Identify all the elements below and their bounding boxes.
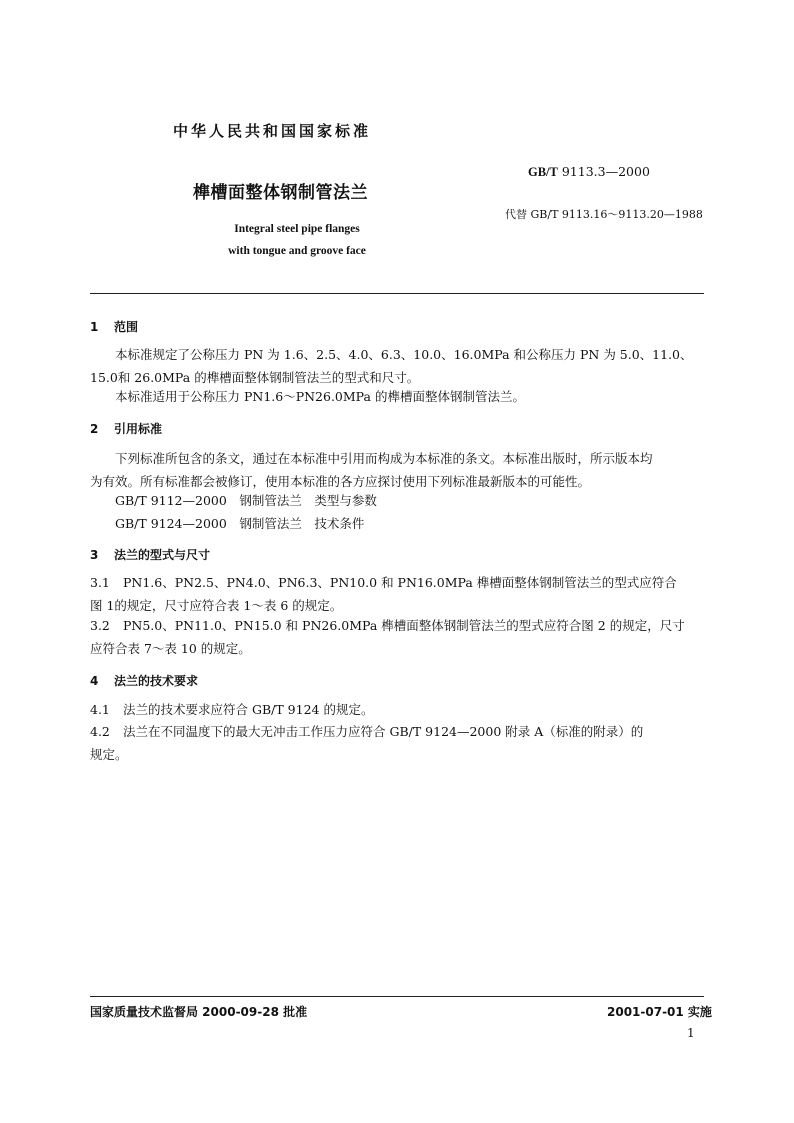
implementation-date: 2001-07-01 实施	[607, 1005, 712, 1019]
section-4-number: 4	[90, 674, 99, 688]
section-1-p1-line-1: 本标准规定了公称压力 PN 为 1.6、2.5、4.0、6.3、10.0、16.0MPa 和公称压力 PN 为 5.0、11.0、	[115, 347, 693, 362]
clause-4-1-number: 4.1	[90, 702, 110, 717]
english-title	[190, 218, 404, 262]
footer-rule	[90, 996, 704, 997]
english-title-line-1: Integral steel pipe flanges	[234, 223, 360, 235]
reference-item-2: GB/T 9124—2000 钢制管法兰 技术条件	[115, 516, 365, 531]
clause-3-1	[90, 571, 704, 617]
section-1-number: 1	[90, 320, 99, 334]
standard-code	[528, 164, 650, 180]
clause-4-2-text-line-1: 法兰在不同温度下的最大无冲击工作压力应符合 GB/T 9124—2000 附录 A（标准的附录）的	[123, 724, 644, 739]
section-2-number: 2	[90, 422, 99, 436]
section-3-title: 法兰的型式与尺寸	[114, 548, 211, 562]
section-4-title: 法兰的技术要求	[114, 674, 199, 688]
clause-4-2	[90, 720, 704, 766]
section-1-heading	[90, 318, 138, 335]
section-2-p1-line-1: 下列标准所包含的条文，通过在本标准中引用而构成为本标准的条文。本标准出版时，所示版本均	[115, 451, 653, 466]
section-3-number: 3	[90, 548, 99, 562]
section-2-p1-line-2: 为有效。所有标准都会被修订，使用本标准的各方应探讨使用下列标准最新版本的可能性。	[90, 474, 591, 489]
clause-4-2-text-line-2: 规定。	[90, 747, 128, 762]
clause-3-2-text-line-1: PN5.0、PN11.0、PN15.0 和 PN26.0MPa 榫槽面整体钢制管法兰的型式应符合图 2 的规定，尺寸	[123, 618, 685, 633]
clause-4-1-text: 法兰的技术要求应符合 GB/T 9124 的规定。	[123, 702, 374, 717]
english-title-line-2: with tongue and groove face	[228, 245, 366, 257]
section-1-paragraph-2	[90, 385, 704, 408]
clause-3-2-number: 3.2	[90, 618, 110, 633]
clause-3-2	[90, 614, 704, 660]
clause-3-1-text-line-1: PN1.6、PN2.5、PN4.0、PN6.3、PN10.0 和 PN16.0MPa 榫槽面整体钢制管法兰的型式应符合	[123, 575, 677, 590]
section-1-paragraph-1	[90, 343, 704, 389]
national-standard-title: 中华人民共和国国家标准	[173, 122, 372, 140]
section-2-heading	[90, 420, 162, 437]
chinese-title: 榫槽面整体钢制管法兰	[193, 183, 368, 203]
replaces-note: 代替 GB/T 9113.16～9113.20—1988	[505, 208, 703, 221]
section-1-p1-line-2: 15.0和 26.0MPa 的榫槽面整体钢制管法兰的型式和尺寸。	[90, 370, 420, 385]
clause-3-2-line-1	[90, 614, 704, 637]
clause-4-2-number: 4.2	[90, 724, 110, 739]
section-3-heading	[90, 546, 210, 563]
reference-item-1: GB/T 9112—2000 钢制管法兰 类型与参数	[115, 493, 377, 508]
approval-date: 国家质量技术监督局 2000-09-28 批准	[90, 1005, 308, 1019]
header-rule	[90, 293, 704, 294]
section-1-p2-line-1: 本标准适用于公称压力 PN1.6～PN26.0MPa 的榫槽面整体钢制管法兰。	[115, 389, 525, 404]
standard-code-prefix: GB/T	[528, 165, 558, 179]
section-2-title: 引用标准	[114, 422, 163, 436]
section-1-title: 范围	[114, 320, 139, 334]
clause-4-2-line-1	[90, 720, 704, 743]
clause-3-1-number: 3.1	[90, 575, 110, 590]
clause-4-1-line-1	[90, 698, 704, 721]
clause-3-2-text-line-2: 应符合表 7～表 10 的规定。	[90, 641, 251, 656]
section-4-heading	[90, 672, 198, 689]
standard-code-number: 9113.3—2000	[557, 164, 650, 179]
clause-4-1	[90, 698, 704, 721]
clause-3-1-text-line-2: 图 1的规定，尺寸应符合表 1～表 6 的规定。	[90, 598, 343, 613]
section-2-paragraph-1	[90, 447, 704, 493]
page-number: 1	[687, 1026, 695, 1040]
clause-3-1-line-1	[90, 571, 704, 594]
section-2-references	[90, 489, 704, 535]
